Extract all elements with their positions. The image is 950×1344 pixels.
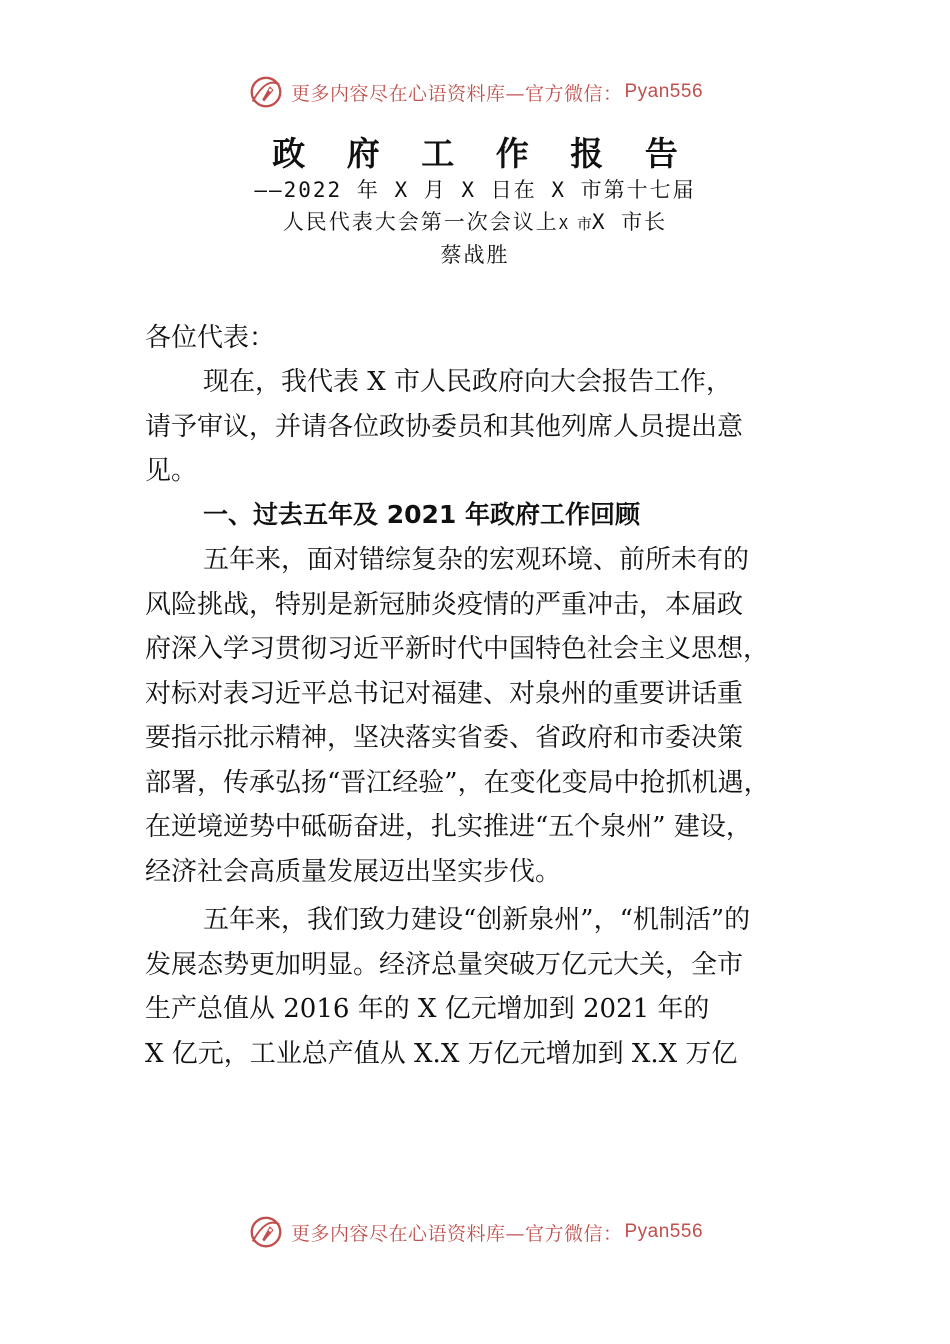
watermark-header	[0, 72, 950, 112]
paragraph-line: X 亿元，工业总产值从 X.X 万亿元增加到 X.X 万亿	[145, 1038, 738, 1069]
paragraph-innovation	[145, 898, 829, 1076]
paragraph-line: 经济社会高质量发展迈出坚实步伐。	[145, 856, 562, 887]
watermark-text: 更多内容尽在心语资料库—官方微信：	[290, 1222, 623, 1245]
watermark-wechat-id: Pyan556	[624, 81, 704, 102]
pen-nib-logo-icon	[247, 73, 285, 111]
paragraph-line: 发展态势更加明显。经济总量突破万亿元大关，全市	[145, 949, 744, 980]
paragraph-line: 在逆境逆势中砥砺奋进，扎实推进“五个泉州” 建设，	[145, 812, 752, 842]
paragraph-line: 五年来，面对错综复杂的宏观环境、前所未有的	[203, 545, 750, 575]
pen-nib-logo-icon	[247, 1213, 285, 1251]
paragraph-line: 对标对表习近平总书记对福建、对泉州的重要讲话重	[145, 678, 744, 709]
paragraph-line: 生产总值从 2016 年的 X 亿元增加到 2021 年的	[145, 994, 710, 1024]
paragraph-line: 见。	[145, 456, 198, 486]
paragraph-line: 要指示批示精神，坚决落实省委、省政府和市委决策	[145, 723, 744, 753]
greeting: 各位代表：	[145, 323, 276, 353]
section-heading-text: 一、过去五年及 2021 年政府工作回顾	[203, 500, 640, 529]
paragraph-line: 五年来，我们致力建设“创新泉州”，“机制活”的	[203, 905, 751, 935]
paragraph-line: 请予审议，并请各位政协委员和其他列席人员提出意	[145, 411, 744, 442]
subtitle-speaker-name: 蔡战胜	[440, 243, 510, 267]
watermark-footer	[0, 1212, 950, 1252]
subtitle-date-line: ——2022 年 X 月 X 日在 X 市第十七届	[254, 178, 696, 202]
paragraph-line: 府深入学习贯彻习近平新时代中国特色社会主义思想，	[145, 634, 770, 664]
paragraph-line: 部署，传承弘扬“晋江经验”，在变化变局中抢抓机遇，	[145, 767, 770, 798]
watermark-text: 更多内容尽在心语资料库—官方微信：	[290, 82, 623, 105]
paragraph-line: 现在，我代表 X 市人民政府向大会报告工作，	[203, 367, 733, 397]
document-title: 政 府 工 作 报 告	[272, 134, 693, 173]
watermark-wechat-id: Pyan556	[624, 1221, 704, 1242]
subtitle-meeting-text: 人民代表大会第一次会议上	[282, 210, 559, 234]
section-heading	[145, 493, 829, 538]
subtitle-meeting-line	[0, 206, 950, 236]
subtitle-mayor-title: X 市长	[591, 210, 668, 234]
paragraph-line: 风险挑战，特别是新冠肺炎疫情的严重冲击，本届政	[145, 589, 744, 620]
subtitle-small-city: X 市	[558, 215, 592, 233]
paragraph-intro	[145, 360, 829, 494]
paragraph-five-years	[145, 538, 829, 894]
